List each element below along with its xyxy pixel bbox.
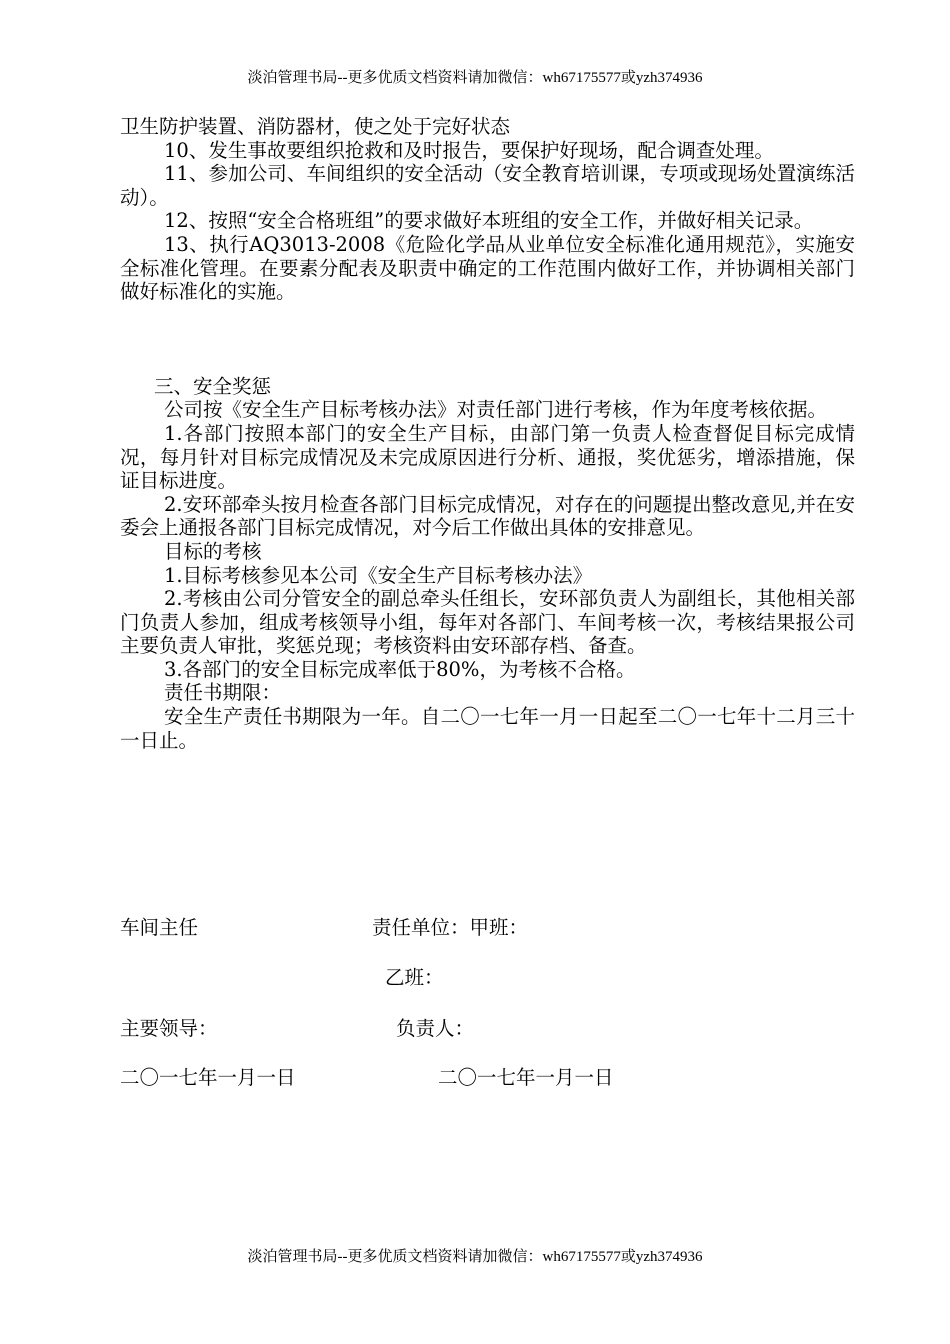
item-13: 13、执行AQ3013-2008《危险化学品从业单位安全标准化通用规范》，实施安全标准化管理。在要素分配表及职责中确定的工作范围内做好工作，并协调相关部门做好标准化的实施。 bbox=[120, 232, 855, 304]
main-leader-label: 主要领导： bbox=[120, 1017, 218, 1040]
responsible-unit-label: 责任单位：甲班： bbox=[372, 916, 529, 939]
reward-item-1: 1.各部门按照本部门的安全生产目标，由部门第一负责人检查督促目标完成情况，每月针对目标完成情况及未完成原因进行分析、通报，奖优惩劣，增添措施，保证目标进度。 bbox=[120, 421, 855, 493]
term-heading: 责任书期限： bbox=[164, 681, 282, 705]
paragraph-continuation: 卫生防护装置、消防器材，使之处于完好状态 bbox=[120, 115, 511, 138]
workshop-director-label: 车间主任 bbox=[120, 916, 199, 939]
assessment-item-3: 3.各部门的安全目标完成率低于80%，为考核不合格。 bbox=[164, 657, 636, 681]
item-12: 12、按照“安全合格班组”的要求做好本班组的安全工作，并做好相关记录。 bbox=[164, 209, 814, 233]
document-body bbox=[120, 115, 855, 752]
term-text: 安全生产责任书期限为一年。自二〇一七年一月一日起至二〇一七年十二月三十一日止。 bbox=[120, 705, 855, 752]
item-11: 11、参加公司、车间组织的安全活动（安全教育培训课，专项或现场处置演练活动）。 bbox=[120, 162, 855, 209]
team-b-label: 乙班： bbox=[385, 966, 444, 989]
section-heading-rewards: 三、安全奖惩 bbox=[154, 374, 272, 398]
page-header: 淡泊管理书局--更多优质文档资料请加微信：wh67175577或yzh374936 bbox=[247, 70, 703, 86]
section-intro: 公司按《安全生产目标考核办法》对责任部门进行考核，作为年度考核依据。 bbox=[164, 398, 828, 422]
assessment-item-1: 1.目标考核参见本公司《安全生产目标考核办法》 bbox=[164, 563, 593, 587]
assessment-item-2: 2.考核由公司分管安全的副总牵头任组长，安环部负责人为副组长，其他相关部门负责人参加，组成考核领导小组，每年对各部门、车间考核一次，考核结果报公司主要负责人审批，奖惩兑现；考核资料由安环部存档、备查。 bbox=[120, 587, 855, 658]
date-right: 二〇一七年一月一日 bbox=[438, 1066, 614, 1089]
date-left: 二〇一七年一月一日 bbox=[120, 1066, 296, 1089]
item-10: 10、发生事故要组织抢救和及时报告，要保护好现场，配合调查处理。 bbox=[164, 138, 774, 162]
page-footer: 淡泊管理书局--更多优质文档资料请加微信：wh67175577或yzh374936 bbox=[247, 1249, 703, 1265]
spacer bbox=[120, 304, 855, 375]
person-in-charge-label: 负责人： bbox=[396, 1017, 475, 1040]
reward-item-2: 2.安环部牵头按月检查各部门目标完成情况，对存在的问题提出整改意见,并在安委会上通报各部门目标完成情况，对今后工作做出具体的安排意见。 bbox=[120, 492, 855, 540]
assessment-heading: 目标的考核 bbox=[164, 539, 262, 563]
